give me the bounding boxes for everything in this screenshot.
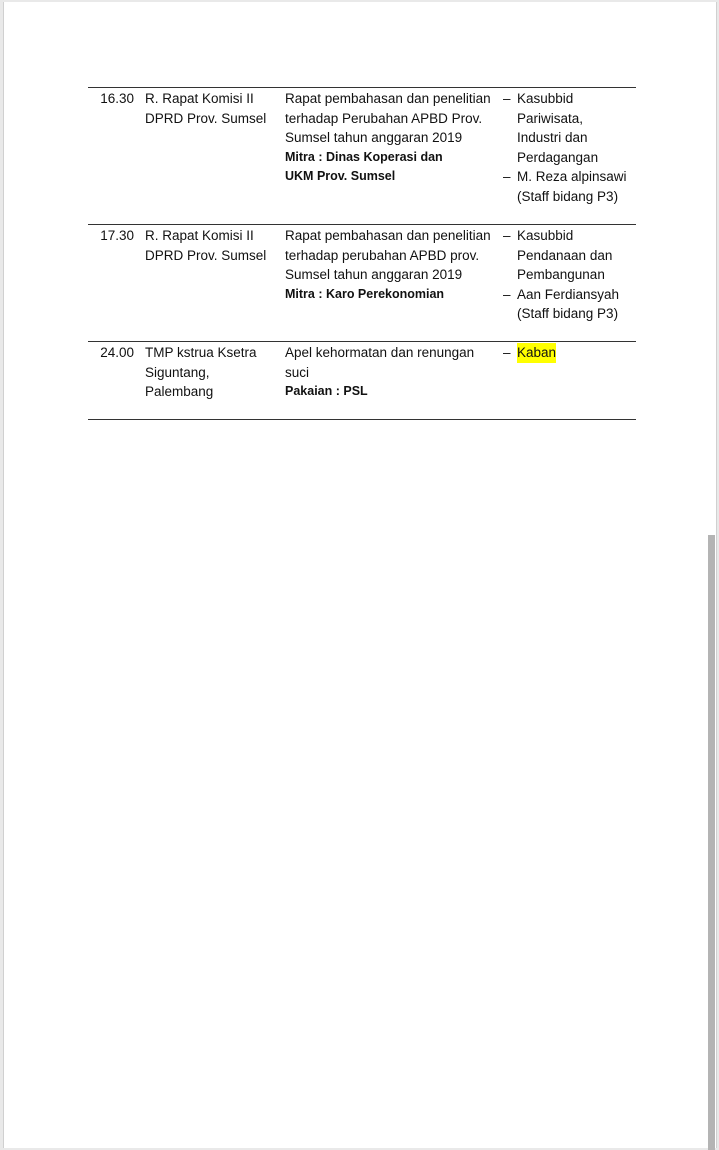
dash-bullet: –: [503, 169, 511, 184]
location-line: DPRD Prov. Sumsel: [145, 110, 267, 126]
activity-line: Apel kehormatan dan renungan: [285, 345, 475, 360]
table-rule: [88, 341, 636, 342]
table-rule: [88, 419, 636, 420]
activity-cell: [285, 343, 500, 402]
activity-line: suci: [285, 364, 310, 380]
attendee-text: [517, 167, 627, 206]
attendee-line: Kasubbid: [517, 228, 574, 243]
location-line: R. Rapat Komisi II: [145, 91, 254, 106]
attendee-line: Kaban: [517, 343, 556, 363]
dash-bullet: –: [503, 286, 511, 302]
attendees-cell: [503, 226, 636, 324]
activity-cell: [285, 226, 500, 304]
activity-line: Sumsel tahun anggaran 2019: [285, 267, 463, 282]
location-cell: [145, 89, 281, 128]
table-rule: [88, 224, 636, 225]
activity-bold-line: Mitra : Dinas Koperasi dan: [285, 149, 443, 164]
attendee-item: [503, 167, 636, 206]
attendee-text: [517, 343, 556, 363]
attendees-cell: [503, 89, 636, 206]
attendee-line: M. Reza alpinsawi: [517, 169, 627, 184]
location-cell: [145, 343, 281, 402]
attendee-line: Industri dan: [517, 130, 588, 145]
time-cell: 24.00: [100, 345, 134, 360]
attendee-line: Pembangunan: [517, 267, 605, 282]
attendee-line: (Staff bidang P3): [517, 188, 619, 204]
activity-line: terhadap perubahan APBD prov.: [285, 247, 480, 263]
attendee-line: (Staff bidang P3): [517, 306, 619, 321]
attendee-item: [503, 226, 636, 285]
dash-bullet: –: [503, 228, 511, 243]
location-line: TMP kstrua Ksetra: [145, 345, 257, 360]
table-rule: [88, 87, 636, 88]
attendee-line: Pariwisata,: [517, 110, 584, 126]
attendee-text: [517, 89, 598, 167]
attendee-text: [517, 285, 619, 324]
activity-line: Rapat pembahasan dan penelitian: [285, 91, 491, 106]
activity-bold-line: Mitra : Karo Perekonomian: [285, 286, 445, 301]
attendee-line: Pendanaan dan: [517, 247, 613, 263]
activity-bold-line: Pakaian : PSL: [285, 384, 368, 398]
dash-bullet: –: [503, 91, 511, 106]
activity-bold-line: UKM Prov. Sumsel: [285, 169, 396, 183]
attendee-item: [503, 285, 636, 324]
location-line: DPRD Prov. Sumsel: [145, 247, 267, 263]
attendee-text: [517, 226, 612, 285]
location-line: Palembang: [145, 384, 214, 399]
activity-line: terhadap Perubahan APBD Prov.: [285, 110, 483, 126]
dash-bullet: –: [503, 345, 511, 360]
attendee-line: Aan Ferdiansyah: [517, 286, 620, 302]
location-cell: [145, 226, 281, 265]
activity-line: Rapat pembahasan dan penelitian: [285, 228, 491, 243]
attendees-cell: [503, 343, 636, 363]
attendee-line: Kasubbid: [517, 91, 574, 106]
attendee-item: [503, 343, 636, 363]
time-cell: 17.30: [100, 228, 134, 243]
activity-line: Sumsel tahun anggaran 2019: [285, 130, 463, 145]
location-line: R. Rapat Komisi II: [145, 228, 254, 243]
scrollbar-thumb[interactable]: [708, 535, 715, 1150]
attendee-item: [503, 89, 636, 167]
time-cell: 16.30: [100, 91, 134, 106]
location-line: Siguntang,: [145, 364, 210, 380]
attendee-line: Perdagangan: [517, 149, 599, 165]
activity-cell: [285, 89, 500, 187]
